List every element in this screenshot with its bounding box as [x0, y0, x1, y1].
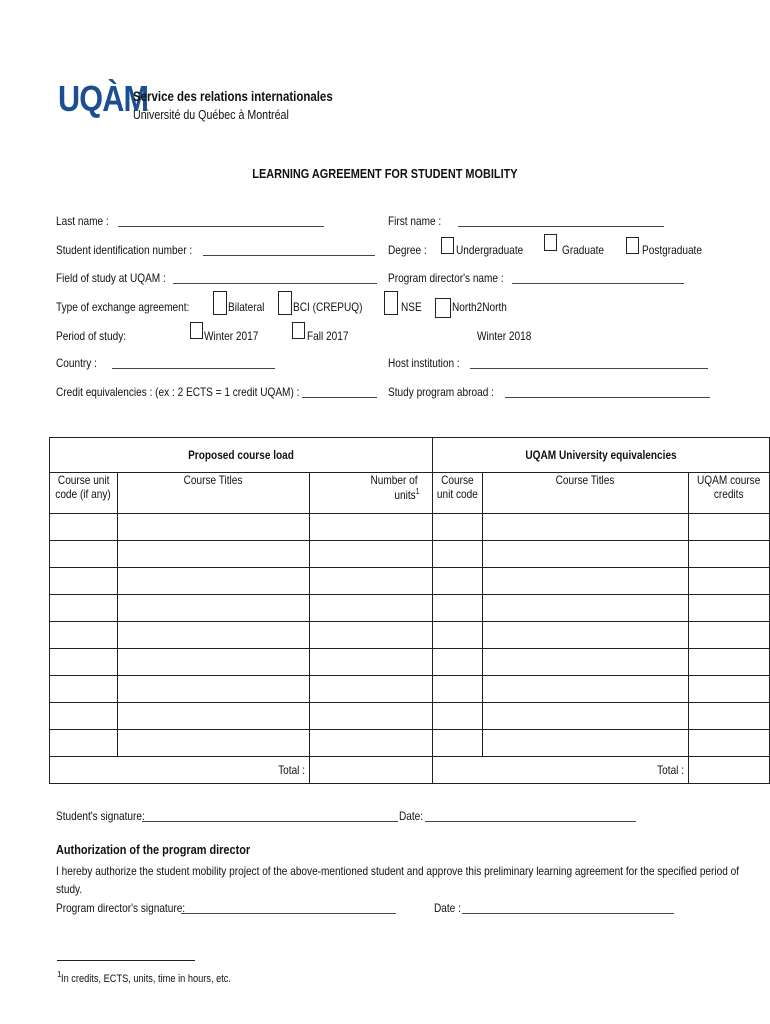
logo-line-2: Université du Québec à Montréal — [133, 107, 289, 122]
table-row — [50, 649, 770, 676]
footnote-divider — [57, 960, 195, 961]
total-units-cell[interactable] — [310, 757, 433, 784]
table-row — [50, 622, 770, 649]
degree-label: Degree : — [388, 243, 427, 257]
host-institution-field[interactable] — [470, 368, 708, 369]
proposed-course-load-header: Proposed course load — [50, 438, 433, 473]
director-date-label: Date : — [434, 901, 461, 915]
country-field[interactable] — [112, 368, 275, 369]
student-id-label: Student identification number : — [56, 243, 193, 257]
postgraduate-checkbox[interactable] — [626, 237, 639, 254]
table-row — [50, 595, 770, 622]
director-date-field[interactable] — [462, 913, 674, 914]
credit-equiv-field[interactable] — [302, 397, 377, 398]
country-label: Country : — [56, 356, 97, 370]
graduate-checkbox[interactable] — [544, 234, 557, 251]
bilateral-checkbox[interactable] — [213, 291, 227, 315]
fall-2017-checkbox[interactable] — [292, 322, 305, 339]
nse-label: NSE — [401, 300, 422, 314]
table-row — [50, 676, 770, 703]
page-title: LEARNING AGREEMENT FOR STUDENT MOBILITY — [252, 166, 518, 181]
date-field[interactable] — [425, 821, 636, 822]
credit-equiv-label: Credit equivalencies : (ex : 2 ECTS = 1 credit UQAM) : — [56, 385, 300, 399]
graduate-label: Graduate — [562, 243, 605, 257]
period-label: Period of study: — [56, 329, 127, 343]
table-row — [50, 568, 770, 595]
winter-2018-label: Winter 2018 — [477, 329, 532, 343]
host-institution-label: Host institution : — [388, 356, 460, 370]
footnote: $^1$In credits, ECTS, units, time in hours, etc. — [57, 970, 232, 985]
fall-2017-label: Fall 2017 — [307, 329, 349, 343]
total-left-label: Total : — [50, 757, 310, 784]
north2north-label: North2North — [452, 300, 507, 314]
first-name-label: First name : — [388, 214, 442, 228]
col-uqam-course-code: Course unit code — [433, 473, 483, 514]
postgraduate-label: Postgraduate — [642, 243, 702, 257]
last-name-label: Last name : — [56, 214, 109, 228]
total-row — [50, 757, 770, 784]
winter-2017-label: Winter 2017 — [204, 329, 259, 343]
director-signature-label: Program director's signature: — [56, 901, 186, 915]
col-uqam-credits: UQAM course credits — [689, 473, 770, 514]
bci-checkbox[interactable] — [278, 291, 292, 315]
study-program-field[interactable] — [505, 397, 710, 398]
total-credits-cell[interactable] — [689, 757, 770, 784]
table-row — [50, 730, 770, 757]
authorization-text-1: I hereby authorize the student mobility project of the above-mentioned student and approve this preliminary learning agreement for the specified period of — [56, 864, 740, 878]
student-signature-label: Student's signature: — [56, 809, 145, 823]
table-row — [50, 514, 770, 541]
field-of-study-label: Field of study at UQAM : — [56, 271, 166, 285]
winter-2017-checkbox[interactable] — [190, 322, 203, 339]
north2north-checkbox[interactable] — [435, 298, 451, 318]
student-signature-field[interactable] — [142, 821, 398, 822]
uqam-equivalencies-header: UQAM University equivalencies — [433, 438, 770, 473]
undergraduate-checkbox[interactable] — [441, 237, 454, 254]
nse-checkbox[interactable] — [384, 291, 398, 315]
first-name-field[interactable] — [458, 226, 664, 227]
bilateral-label: Bilateral — [228, 300, 265, 314]
table-row — [50, 541, 770, 568]
field-of-study-field[interactable] — [173, 283, 377, 284]
col-number-of-units: Number of units$^1$ — [310, 473, 433, 514]
director-signature-field[interactable] — [181, 913, 396, 914]
undergraduate-label: Undergraduate — [456, 243, 524, 257]
bci-label: BCI (CREPUQ) — [293, 300, 363, 314]
col-uqam-course-titles: Course Titles — [483, 473, 689, 514]
course-table — [49, 437, 770, 784]
authorization-text-2: study. — [56, 882, 83, 896]
col-course-titles: Course Titles — [118, 473, 310, 514]
total-right-label: Total : — [433, 757, 689, 784]
date-label: Date: — [399, 809, 424, 823]
table-row — [50, 703, 770, 730]
program-director-name-field[interactable] — [512, 283, 684, 284]
student-id-field[interactable] — [203, 255, 375, 256]
logo-line-1: Service des relations internationales — [133, 88, 333, 104]
uqam-logo: UQÀM — [58, 78, 149, 119]
last-name-field[interactable] — [118, 226, 324, 227]
program-director-name-label: Program director's name : — [388, 271, 504, 285]
study-program-label: Study program abroad : — [388, 385, 494, 399]
col-course-code: Course unit code (if any) — [50, 473, 118, 514]
authorization-title: Authorization of the program director — [56, 842, 251, 857]
exchange-type-label: Type of exchange agreement: — [56, 300, 190, 314]
